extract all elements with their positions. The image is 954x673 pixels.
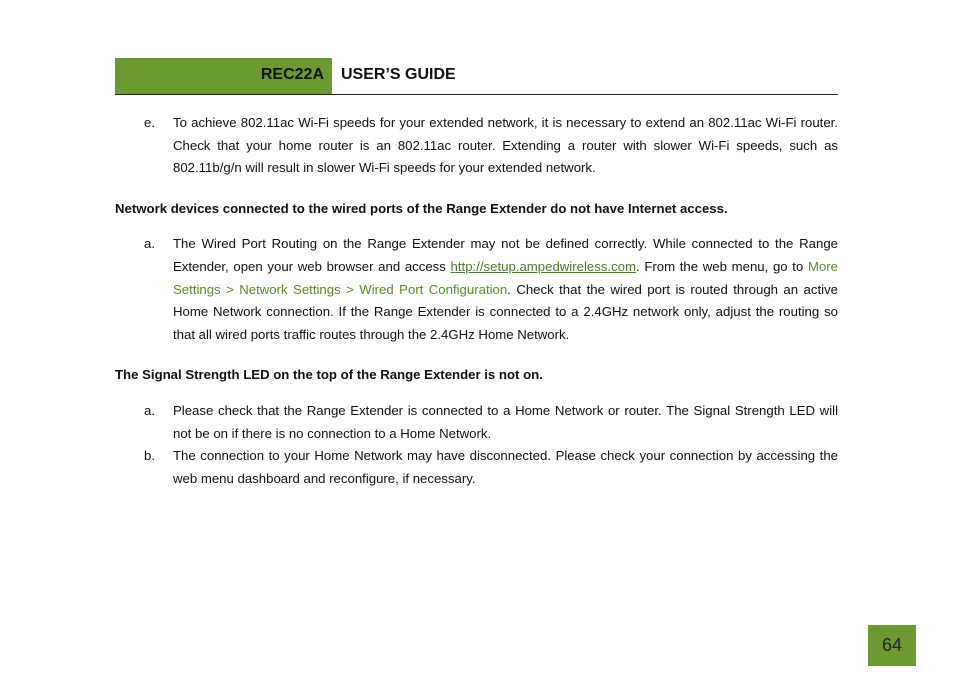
section-heading-wired: Network devices connected to the wired ports of the Range Extender do not have Internet access.	[115, 200, 728, 216]
list-item-text: The connection to your Home Network may have disconnected. Please check your connection by accessing the web menu dashboard and reconfigure, if necessary.	[173, 448, 838, 486]
list-item-a	[115, 233, 838, 346]
page-number: 64	[868, 625, 916, 666]
list-item-b	[115, 445, 838, 490]
list-marker: a.	[144, 402, 155, 418]
menu-path: More Settings > Network Settings > Wired Port Configuration	[173, 258, 839, 297]
list-marker: b.	[144, 448, 155, 464]
list-item-e	[115, 112, 838, 180]
section-heading-led: The Signal Strength LED on the top of the Range Extender is not on.	[115, 367, 543, 383]
list-item-a	[115, 400, 838, 445]
guide-title: USER’S GUIDE	[341, 66, 456, 83]
list-item-text: . From the web menu, go to	[636, 258, 808, 274]
list-item-text: The Wired Port Routing on the Range Extender may not be defined correctly. While connected to the Range Extender, open your web browser and access	[173, 236, 838, 274]
list-marker: a.	[144, 236, 155, 252]
page-header	[115, 58, 838, 95]
list-item-text: To achieve 802.11ac Wi-Fi speeds for your extended network, it is necessary to extend an 802.11ac Wi-Fi router. Check that your home router is an 802.11ac router. Extending a router with slower Wi-Fi speeds, such as 802.11b/g/n will result in slower Wi-Fi speeds for your extended network.	[173, 115, 838, 176]
setup-link[interactable]: http://setup.ampedwireless.com	[450, 258, 636, 274]
list-marker: e.	[144, 115, 155, 130]
model-label: REC22A	[115, 58, 332, 94]
list-item-text: . Check that the wired port is routed through an active Home Network connection. If the Range Extender is connected to a 2.4GHz network only, adjust the routing so that all wired ports traffic routes through the 2.4GHz Home Network.	[173, 281, 838, 342]
list-item-text: Please check that the Range Extender is connected to a Home Network or router. The Signal Strength LED will not be on if there is no connection to a Home Network.	[173, 402, 838, 441]
document-body	[115, 112, 838, 490]
